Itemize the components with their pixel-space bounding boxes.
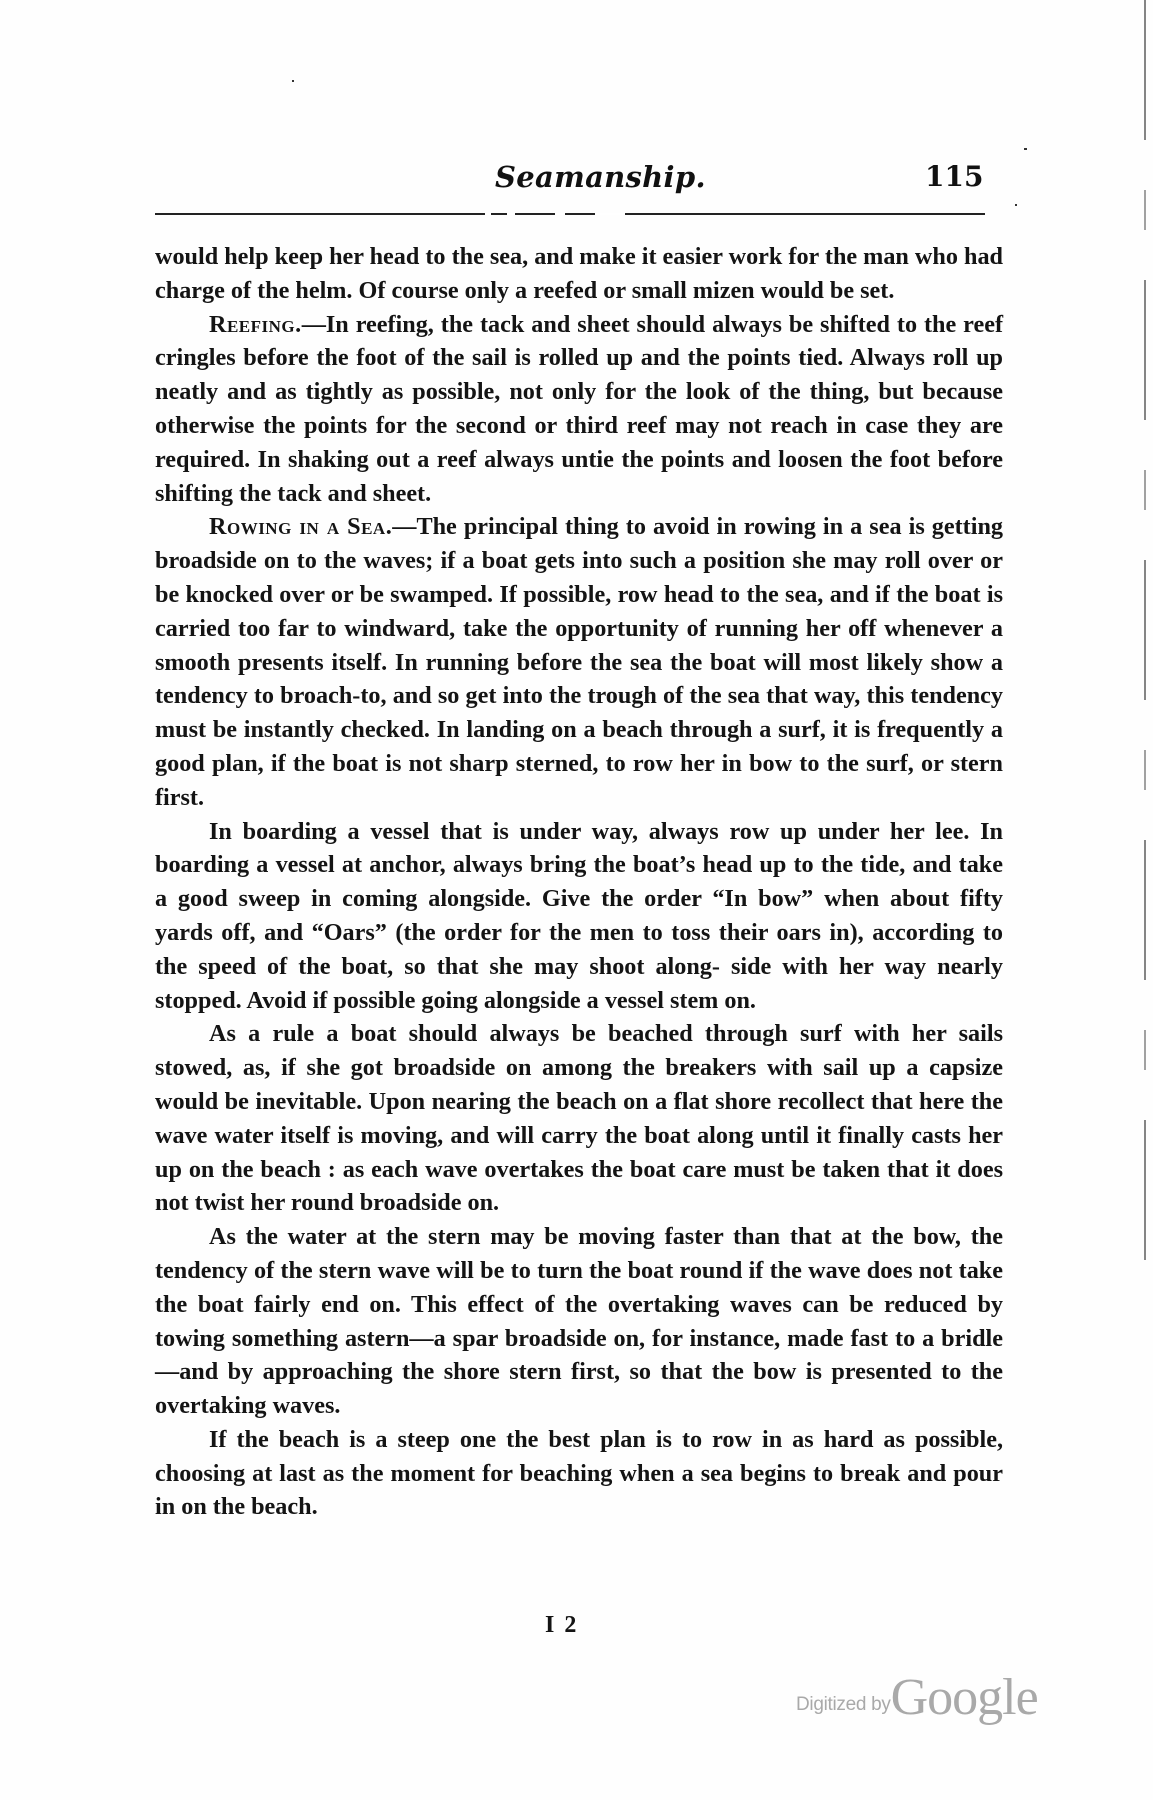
body-text — [155, 240, 1003, 1524]
google-logo-text: Google — [890, 1669, 1038, 1726]
paragraph-text: In boarding a vessel that is under way, always row up under her lee. In boarding a vessel at anchor, always bring the boat’s head up to the tide, and take a good sweep in coming alongside. Give the order “In bow” when about fifty yards off, and “Oars” (the order for the men to toss their oars in), according to the speed of the boat, so that she may shoot along- side with her way nearly stopped. Avoid if possible going alongside a vessel stem on. — [155, 817, 1003, 1014]
section-lead-reefing: Reefing. — [209, 310, 302, 338]
paragraph-text: would help keep her head to the sea, and make it easier work for the man who had charge of the helm. Of course only a reefed or small mizen would be set. — [155, 243, 1003, 304]
paragraph-text: —The principal thing to avoid in rowing in a sea is getting broadside on to the waves; if a boat gets into such a position she may roll over or be knocked over or be swamped. If possible, row head to the sea, and if the boat is carried too far to windward, take the opportunity of running her off whenever a smooth presents itself. In running before the sea the boat will most likely show a tendency to broach-to, and so get into the trough of the sea that way, this tendency must be instantly checked. In landing on a beach through a surf, it is frequently a good plan, if the boat is not sharp sterned, to row her in bow to the surf, or stern first. — [155, 513, 1003, 811]
paragraph-continuation — [155, 240, 1003, 308]
paragraph-rowing-in-a-sea — [155, 510, 1003, 814]
scan-speck — [1024, 148, 1027, 150]
paragraph-text: As a rule a boat should always be beached through surf with her sails stowed, as, if she got broadside on among the breakers with sail up a capsize would be inevitable. Upon nearing the beach on a flat shore recollect that here the wave water itself is moving, and will carry the boat along until it finally casts her up on the beach : as each wave overtakes the boat care must be taken that it does not twist her round broadside on. — [155, 1020, 1003, 1217]
paragraph-stern-wave — [155, 1220, 1003, 1423]
paragraph-steep-beach — [155, 1423, 1003, 1524]
scan-edge-line — [1144, 0, 1146, 1300]
signature-mark: I 2 — [545, 1612, 577, 1638]
digitized-by-google-watermark — [796, 1668, 1038, 1732]
paragraph-beaching-surf — [155, 1017, 1003, 1220]
running-head-title: Seamanship. — [495, 160, 706, 194]
paragraph-text: —In reefing, the tack and sheet should always be shifted to the reef cringles before the foot of the sail is rolled up and the points tied. Always roll up neatly and as tightly as possible, not only for the look of the thing, but because otherwise the points for the second or third reef may not reach in case they are required. In shaking out a reef always untie the points and loosen the foot before shifting the tack and sheet. — [155, 310, 1003, 507]
paragraph-text: As the water at the stern may be moving faster than that at the bow, the tendency of the stern wave will be to turn the boat round if the wave does not take the boat fairly end on. This effect of the overtaking waves can be reduced by towing something astern—a spar broadside on, for instance, made fast to a bridle—and by approaching the shore stern first, so that the bow is presented to the overtaking waves. — [155, 1223, 1003, 1420]
paragraph-text: If the beach is a steep one the best plan is to row in as hard as possible, choosing at last as the moment for beaching when a sea begins to break and pour in on the beach. — [155, 1425, 1003, 1521]
running-head — [155, 160, 990, 204]
page-number: 115 — [925, 160, 984, 193]
watermark-prefix: Digitized by — [796, 1694, 891, 1715]
scan-speck — [1015, 204, 1017, 206]
section-lead-rowing: Rowing in a Sea. — [209, 513, 393, 541]
paragraph-boarding — [155, 815, 1003, 1018]
scan-speck — [292, 80, 294, 82]
header-rule — [155, 213, 985, 215]
paragraph-reefing — [155, 308, 1003, 511]
